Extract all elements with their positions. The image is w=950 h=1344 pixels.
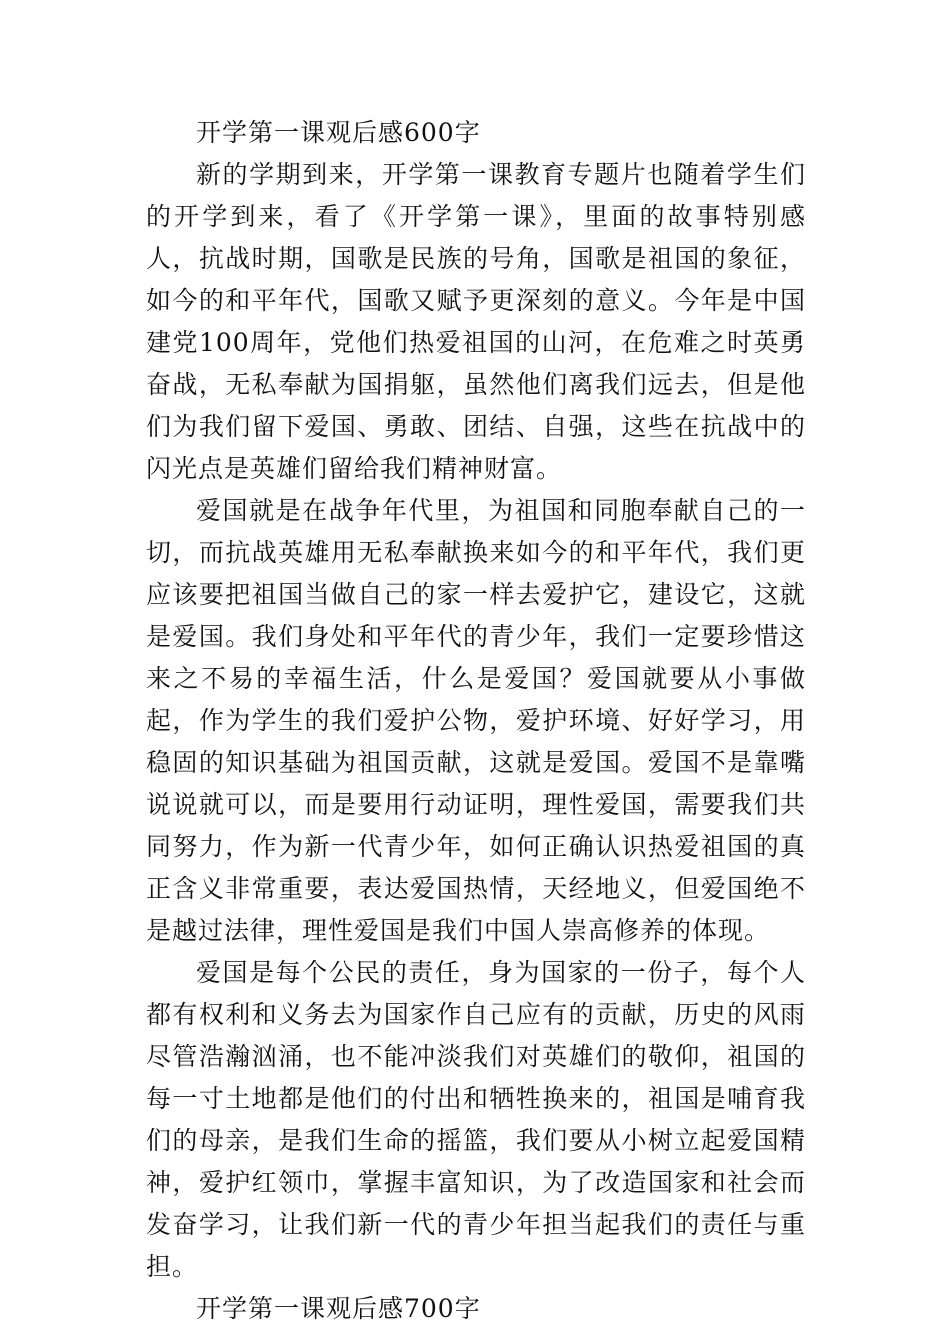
document-body — [146, 112, 806, 1330]
paragraph-2: 爱国就是在战争年代里，为祖国和同胞奉献自己的一切，而抗战英雄用无私奉献换来如今的和平年代，我们更应该要把祖国当做自己的家一样去爱护它，建设它，这就是爱国。我们身处和平年代的青少年，我们一定要珍惜这来之不易的幸福生活，什么是爱国？爱国就要从小事做起，作为学生的我们爱护公物，爱护环境、好好学习，用稳固的知识基础为祖国贡献，这就是爱国。爱国不是靠嘴说说就可以，而是要用行动证明，理性爱国，需要我们共同努力，作为新一代青少年，如何正确认识热爱祖国的真正含义非常重要，表达爱国热情，天经地义，但爱国绝不是越过法律，理性爱国是我们中国人崇高修养的体现。 — [146, 496, 806, 945]
paragraph-1: 新的学期到来，开学第一课教育专题片也随着学生们的开学到来，看了《开学第一课》，里面的故事特别感人，抗战时期，国歌是民族的号角，国歌是祖国的象征，如今的和平年代，国歌又赋予更深刻的意义。今年是中国建党100周年，党他们热爱祖国的山河，在危难之时英勇奋战，无私奉献为国捐躯，虽然他们离我们远去，但是他们为我们留下爱国、勇敢、团结、自强，这些在抗战中的闪光点是英雄们留给我们精神财富。 — [146, 160, 806, 483]
essay-title-700: 开学第一课观后感700字 — [196, 1294, 481, 1323]
essay-title-600: 开学第一课观后感600字 — [196, 118, 481, 147]
paragraph-3: 爱国是每个公民的责任，身为国家的一份子，每个人都有权利和义务去为国家作自己应有的贡献，历史的风雨尽管浩瀚汹涌，也不能冲淡我们对英雄们的敬仰，祖国的每一寸土地都是他们的付出和牺牲换来的，祖国是哺育我们的母亲，是我们生命的摇篮，我们要从小树立起爱国精神，爱护红领巾，掌握丰富知识，为了改造国家和社会而发奋学习，让我们新一代的青少年担当起我们的责任与重担。 — [146, 958, 806, 1281]
